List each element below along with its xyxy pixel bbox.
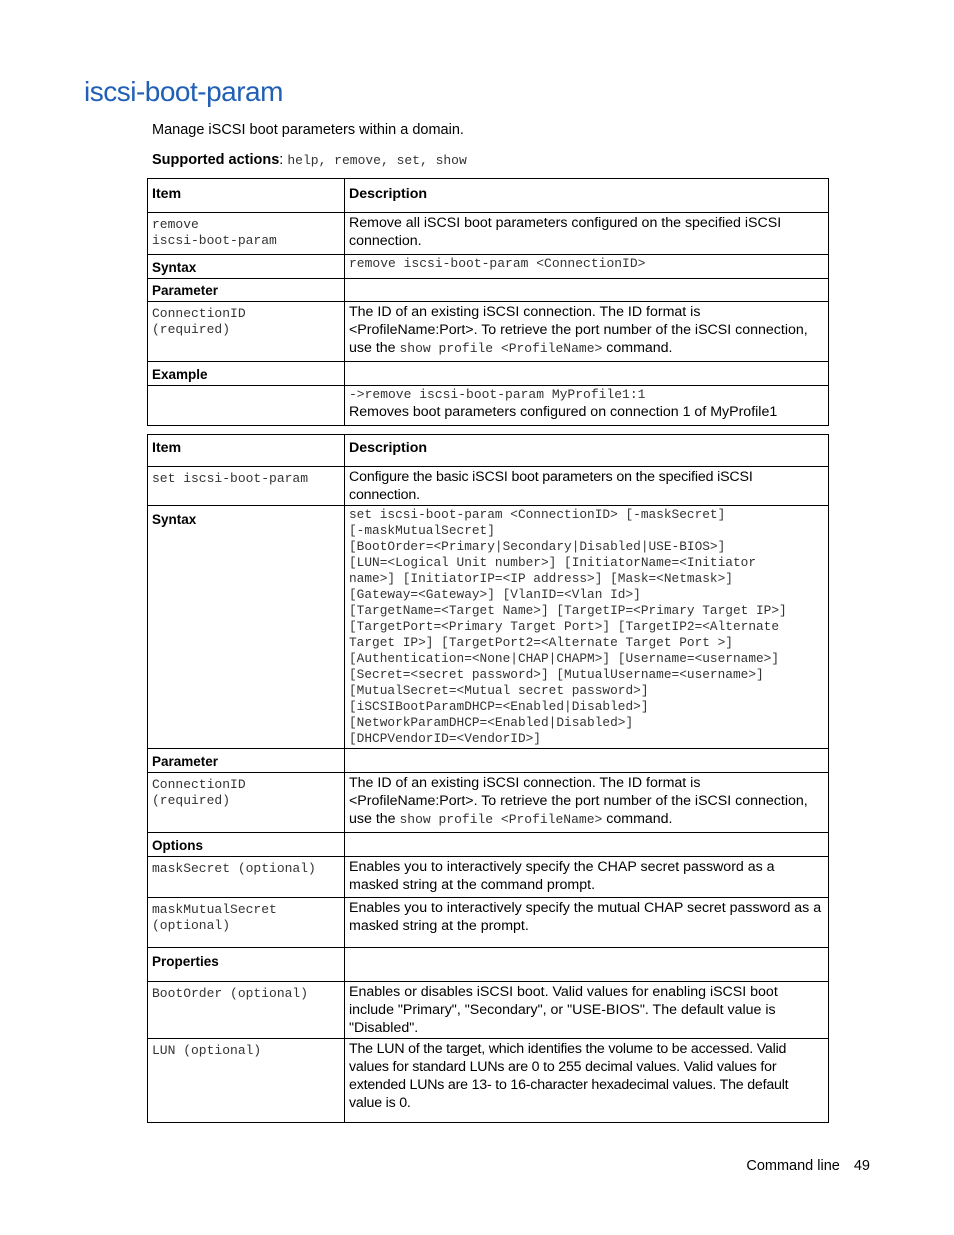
- param-name-cell: [148, 773, 345, 833]
- option-name: maskSecret (optional): [152, 861, 316, 876]
- page-title: iscsi-boot-param: [84, 76, 283, 107]
- param-name: ConnectionID (required): [152, 306, 246, 337]
- header-description: Description: [345, 179, 829, 213]
- header-description: Description: [345, 435, 829, 467]
- supported-actions-values: help, remove, set, show: [287, 153, 467, 168]
- parameter-label-blank: [345, 279, 829, 302]
- example-label-blank: [345, 362, 829, 386]
- set-command-table: [147, 434, 829, 1123]
- property-description: The LUN of the target, which identifies the volume to be accessed. Valid values for standard LUNs are 0 to 255 decimal values. Valid values for extended LUNs are 13- to 16-character hexadecimal values. The default value is 0.: [345, 1039, 829, 1123]
- example-cell: [345, 386, 829, 426]
- supported-actions: [152, 152, 467, 168]
- syntax-code: remove iscsi-boot-param <ConnectionID>: [349, 256, 646, 271]
- parameter-label-blank: [345, 749, 829, 773]
- supported-actions-separator: :: [279, 152, 288, 168]
- param-desc-code: show profile <ProfileName>: [399, 812, 603, 827]
- syntax-cell: [345, 255, 829, 279]
- syntax-code: set iscsi-boot-param <ConnectionID> [-maskSecret] [-maskMutualSecret] [BootOrder=<Primary|Secondary|Disabled|USE-BIOS>] [LUN=<Logical Unit number>] [InitiatorName=<Initiator name>] [InitiatorIP=<IP address>] [Mask=<Netmask>] [Gateway=<Gateway>] [VlanID=<Vlan Id>] [TargetName=<Target Name>] [TargetIP=<Primary Target IP>] [TargetPort=<Primary Target Port>] [TargetIP2=<Alternate Target IP>] [TargetPort2=<Alternate Target Port >] [Authentication=<None|CHAP|CHAPM>] [Username=<username>] [Secret=<secret password>] [MutualUsername=<username>] [MutualSecret=<Mutual secret password>] [iSCSIBootParamDHCP=<Enabled|Disabled>] [NetworkParamDHCP=<Enabled|Disabled>] [DHCPVendorID=<VendorID>]: [349, 507, 787, 746]
- supported-actions-label: Supported actions: [152, 152, 280, 168]
- page-number: 49: [853, 1158, 870, 1174]
- param-desc-text: The ID of an existing iSCSI connection. The ID format is <ProfileName:Port>. To retrieve the port number of the iSCSI connection, use the: [349, 304, 808, 356]
- command-description: Remove all iSCSI boot parameters configured on the specified iSCSI connection.: [345, 213, 829, 255]
- syntax-cell: [345, 506, 829, 749]
- param-desc-text: The ID of an existing iSCSI connection. The ID format is <ProfileName:Port>. To retrieve the port number of the iSCSI connection, use the: [349, 775, 808, 827]
- options-label: Options: [148, 833, 345, 857]
- property-name: LUN (optional): [152, 1043, 262, 1058]
- example-code: ->remove iscsi-boot-param MyProfile1:1: [349, 387, 646, 402]
- command-cell: [148, 467, 345, 506]
- command-description: Configure the basic iSCSI boot parameters on the specified iSCSI connection.: [345, 467, 829, 506]
- example-label: Example: [148, 362, 345, 386]
- header-item: Item: [148, 179, 345, 213]
- parameter-label: Parameter: [148, 749, 345, 773]
- param-name: ConnectionID (required): [152, 777, 246, 808]
- command-name: set iscsi-boot-param: [152, 471, 309, 486]
- footer-section: Command line: [746, 1158, 840, 1174]
- param-name-cell: [148, 302, 345, 362]
- command-cell: [148, 213, 345, 255]
- property-name-cell: [148, 982, 345, 1039]
- command-name: remove iscsi-boot-param: [152, 217, 277, 248]
- option-name-cell: [148, 898, 345, 948]
- option-description: Enables you to interactively specify the mutual CHAP secret password as a masked string at the prompt.: [345, 898, 829, 948]
- option-name-cell: [148, 857, 345, 898]
- property-name-cell: [148, 1039, 345, 1123]
- param-description: [345, 773, 829, 833]
- options-label-blank: [345, 833, 829, 857]
- example-blank: [148, 386, 345, 426]
- property-name: BootOrder (optional): [152, 986, 309, 1001]
- syntax-label: Syntax: [148, 255, 345, 279]
- page-footer: [732, 1158, 870, 1174]
- header-item: Item: [148, 435, 345, 467]
- properties-label: Properties: [148, 948, 345, 982]
- property-description: Enables or disables iSCSI boot. Valid values for enabling iSCSI boot include "Primary", "Secondary", or "USE-BIOS". The default value is "Disabled".: [345, 982, 829, 1039]
- parameter-label: Parameter: [148, 279, 345, 302]
- example-text: Removes boot parameters configured on connection 1 of MyProfile1: [349, 404, 778, 420]
- param-desc-tail: command.: [602, 811, 673, 827]
- remove-command-table: [147, 178, 829, 426]
- intro-text: Manage iSCSI boot parameters within a domain.: [152, 122, 464, 138]
- properties-label-blank: [345, 948, 829, 982]
- syntax-label: Syntax: [148, 506, 345, 749]
- param-desc-tail: command.: [602, 340, 673, 356]
- option-name: maskMutualSecret (optional): [152, 902, 277, 933]
- param-description: [345, 302, 829, 362]
- param-desc-code: show profile <ProfileName>: [399, 341, 603, 356]
- option-description: Enables you to interactively specify the CHAP secret password as a masked string at the command prompt.: [345, 857, 829, 898]
